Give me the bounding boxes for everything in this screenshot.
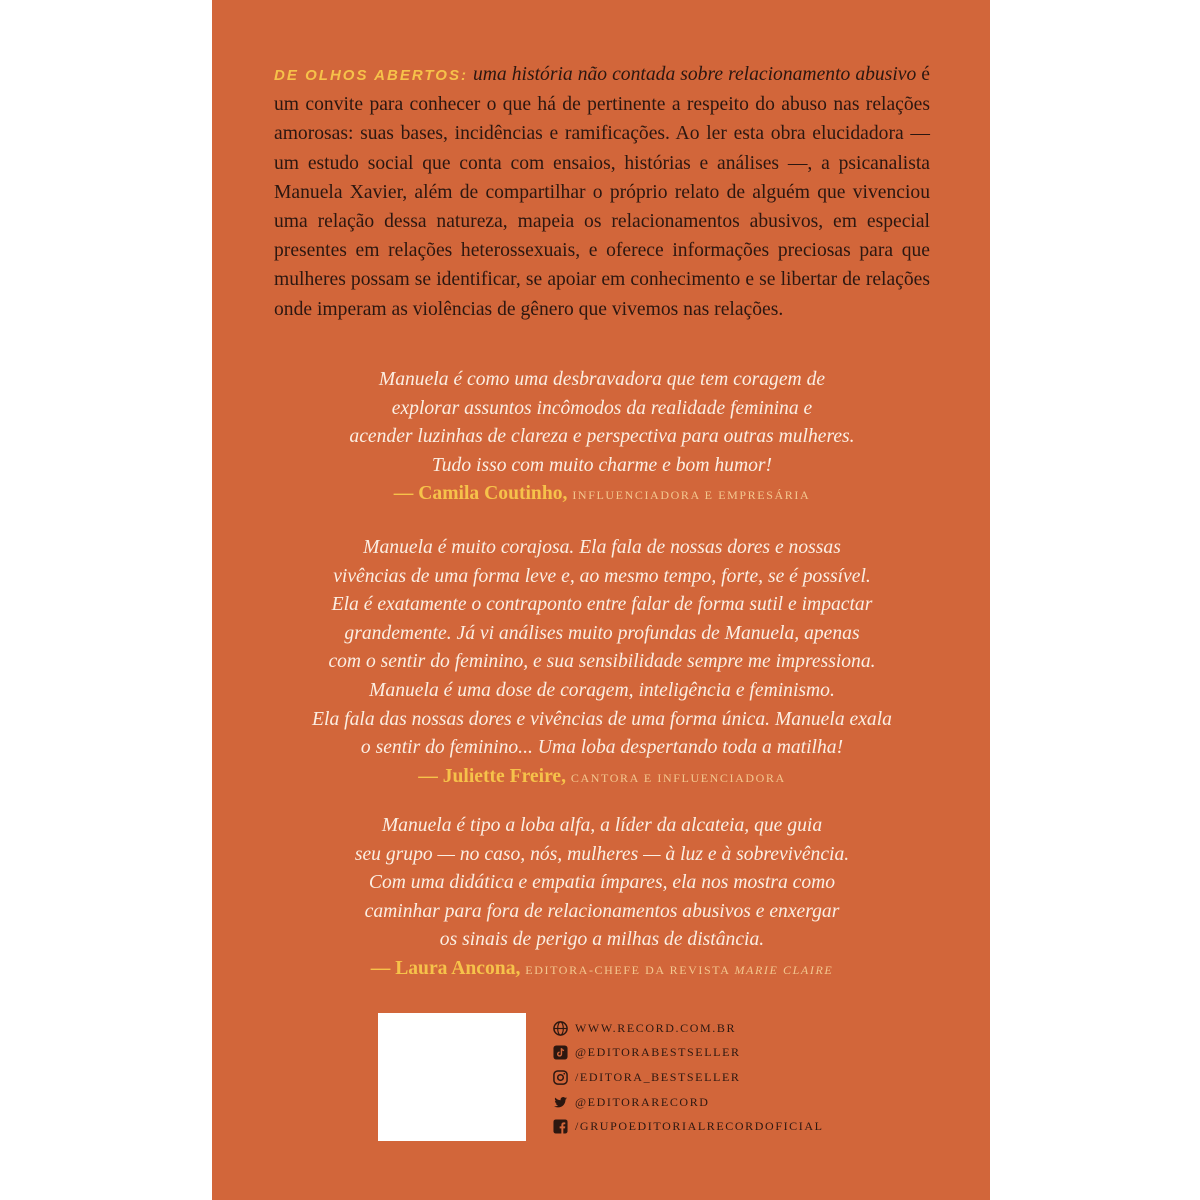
globe-icon — [553, 1021, 568, 1036]
quote-line: acender luzinhas de clareza e perspectiva para outras mulheres. — [349, 426, 855, 448]
quote-line: Ela fala das nossas dores e vivências de uma forma única. Manuela exala — [312, 708, 892, 730]
quote-line: caminhar para fora de relacionamentos abusivos e enxergar — [364, 900, 840, 922]
quote-line: Tudo isso com muito charme e bom humor! — [431, 454, 773, 476]
tiktok-handle: @EDITORABESTSELLER — [575, 1045, 741, 1060]
social-tiktok[interactable] — [553, 1041, 873, 1066]
quote-line: explorar assuntos incômodos da realidade feminina e — [391, 397, 813, 419]
quote-line: Manuela é uma dose de coragem, inteligência e feminismo. — [369, 679, 835, 701]
quote-line: grandemente. Já vi análises muito profundas de Manuela, apenas — [344, 622, 860, 644]
quote-attribution — [252, 763, 952, 793]
author-name: Juliette Freire — [442, 765, 562, 787]
facebook-icon — [553, 1119, 568, 1134]
social-links — [553, 1016, 873, 1139]
quote-line: Manuela é muito corajosa. Ela fala de nossas dores e nossas — [363, 537, 841, 558]
facebook-handle: /GRUPOEDITORIALRECORDOFICIAL — [575, 1119, 824, 1134]
social-instagram[interactable] — [553, 1065, 873, 1090]
quote-line: Ela é exatamente o contraponto entre falar de forma sutil e impactar — [331, 594, 873, 616]
author-role: EDITORA-CHEFE DA REVISTA — [525, 962, 735, 977]
social-website[interactable] — [553, 1016, 873, 1041]
attribution-separator: , — [561, 765, 571, 787]
quote-line: o sentir do feminino... Uma loba despertando toda a matilha! — [360, 737, 844, 759]
website-url: WWW.RECORD.COM.BR — [575, 1020, 737, 1035]
back-cover — [212, 0, 990, 1200]
quote-line: com o sentir do feminino, e sua sensibilidade sempre me impressiona. — [328, 651, 876, 673]
synopsis-paragraph — [274, 60, 930, 324]
magazine-name: MARIE CLAIRE — [734, 962, 834, 977]
synopsis-body: é um convite para conhecer o que há de pertinente a respeito do abuso nas relações amorosas: suas bases, incidências e ramificações. Ao ler esta obra elucidadora — um estudo social que conta com ensaios, histórias e análises —, a psicanalista Manuela Xavier, além de compartilhar o próprio relato de alguém que vivenciou uma relação dessa natureza, mapeia os relacionamentos abusivos, em especial presentes em relações heterossexuais, e oferece informações preciosas para que mulheres possam se identificar, se apoiar em conhecimento e se libertar de relações onde imperam as violências de gênero que vivemos nas relações. — [274, 64, 930, 320]
quote-line: seu grupo — no caso, nós, mulheres — à luz e à sobrevivência. — [354, 843, 850, 865]
author-name: Laura Ancona — [395, 957, 516, 979]
testimonial-laura — [252, 812, 952, 985]
quote-attribution — [252, 480, 952, 510]
quote-line: os sinais de perigo a milhas de distância. — [439, 929, 765, 951]
quote-line: Manuela é como uma desbravadora que tem coragem de — [378, 369, 826, 390]
attribution-separator: , — [562, 483, 573, 505]
barcode-area — [378, 1013, 526, 1141]
instagram-handle: /EDITORA_BESTSELLER — [575, 1069, 741, 1084]
book-subtitle: uma história não contada sobre relacionamento abusivo — [472, 64, 917, 85]
author-role: INFLUENCIADORA E EMPRESÁRIA — [572, 488, 811, 503]
quote-attribution — [252, 955, 952, 985]
author-name: Camila Coutinho — [418, 483, 563, 505]
social-facebook[interactable] — [553, 1114, 873, 1139]
author-role: CANTORA E INFLUENCIADORA — [570, 770, 786, 785]
tiktok-icon — [553, 1045, 568, 1060]
attribution-dash: — — [418, 765, 443, 787]
attribution-separator: , — [515, 957, 526, 979]
attribution-dash: — — [393, 483, 419, 505]
twitter-handle: @EDITORARECORD — [575, 1094, 710, 1109]
quote-line: Com uma didática e empatia ímpares, ela nos mostra como — [368, 872, 836, 894]
attribution-dash: — — [370, 957, 396, 979]
instagram-icon — [553, 1070, 568, 1085]
testimonial-juliette — [252, 534, 952, 792]
social-twitter[interactable] — [553, 1090, 873, 1115]
testimonial-camila — [252, 366, 952, 510]
quote-line: vivências de uma forma leve e, ao mesmo tempo, forte, se é possível. — [333, 565, 871, 587]
twitter-icon — [553, 1095, 568, 1110]
quote-line: Manuela é tipo a loba alfa, a líder da alcateia, que guia — [381, 815, 823, 836]
book-title: DE OLHOS ABERTOS: — [274, 67, 468, 84]
